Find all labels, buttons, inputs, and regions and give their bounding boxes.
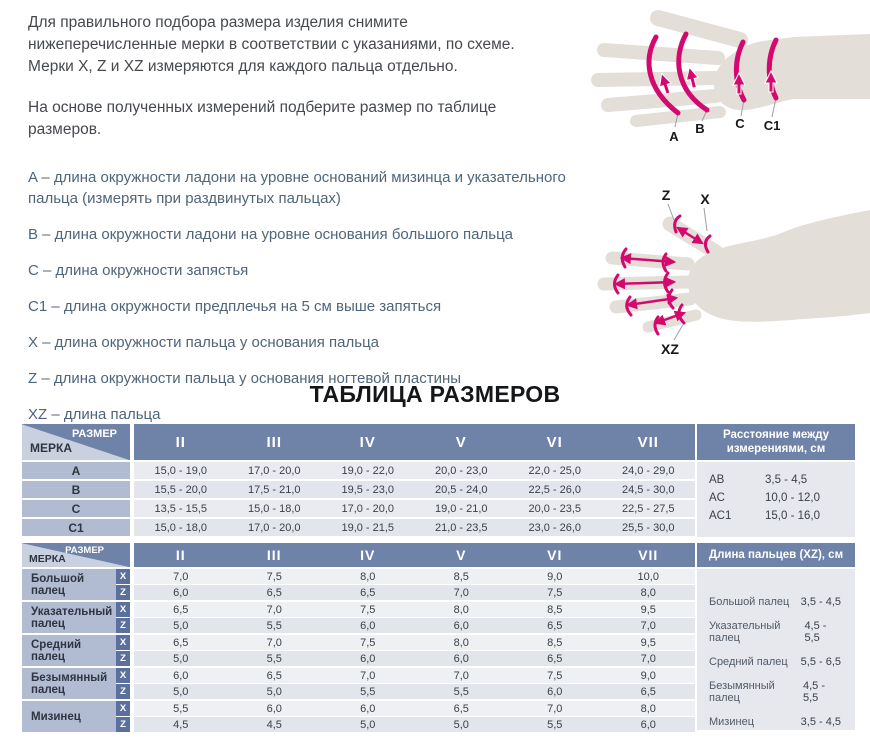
distance-panel — [697, 424, 855, 537]
finger-z-cell: 6,0 — [508, 684, 602, 699]
finger-z-cell: 7,5 — [508, 585, 602, 600]
finger-z-cell: 7,0 — [415, 585, 509, 600]
finger-z-cell: 6,5 — [508, 651, 602, 666]
size-range-cell: 20,5 - 24,0 — [415, 481, 509, 498]
finger-length-row — [709, 596, 841, 608]
finger-z-cell: 4,5 — [228, 717, 322, 732]
size-range-cell: 15,0 - 18,0 — [228, 500, 322, 517]
size-range-cell: 15,0 - 18,0 — [134, 519, 228, 536]
finger-x-cell: 9,0 — [602, 668, 696, 683]
diagram-label-z: Z — [661, 187, 671, 203]
distance-key: AC1 — [709, 510, 732, 522]
finger-length-value: 4,5 - 5,5 — [804, 620, 827, 644]
hand-side-view-illustration — [588, 0, 870, 152]
size-column-header: VII — [602, 543, 696, 567]
finger-x-cell: 8,0 — [415, 635, 509, 650]
finger-z-cell: 6,5 — [228, 585, 322, 600]
finger-x-cell: 9,5 — [602, 635, 696, 650]
hand-diagram-circumference — [588, 0, 870, 152]
corner-size-label: РАЗМЕР — [65, 545, 104, 556]
finger-length-row — [709, 620, 841, 644]
size-column-header: IV — [321, 543, 415, 567]
finger-x-cell: 6,5 — [415, 701, 509, 716]
corner-size-label: РАЗМЕР — [71, 428, 117, 440]
size-range-cell: 25,5 - 30,0 — [602, 519, 696, 536]
finger-x-cell: 6,0 — [321, 701, 415, 716]
size-column-header: III — [228, 424, 322, 460]
finger-x-cell: 9,5 — [602, 602, 696, 617]
finger-x-cell: 7,0 — [415, 668, 509, 683]
distance-row — [709, 507, 843, 525]
size-column-header: III — [228, 543, 322, 567]
size-range-cell: 24,5 - 30,0 — [602, 481, 696, 498]
finger-name-label: Мизинец — [22, 701, 116, 732]
size-range-cell: 19,0 - 22,0 — [321, 462, 415, 479]
size-column-header: IV — [321, 424, 415, 460]
distance-value: 10,0 - 12,0 — [765, 492, 820, 504]
distance-panel-title: Расстояние между измерениями, см — [697, 424, 855, 460]
finger-z-cell: 6,0 — [602, 717, 696, 732]
finger-length-row — [709, 680, 841, 704]
hand-palm-view-illustration — [588, 178, 870, 370]
distance-row — [709, 471, 843, 489]
finger-length-value: 4,5 - 5,5 — [802, 680, 825, 704]
finger-z-cell: 6,0 — [321, 651, 415, 666]
measure-row-label: C1 — [22, 519, 134, 536]
finger-z-cell: 6,5 — [602, 684, 696, 699]
size-range-cell: 20,0 - 23,5 — [508, 500, 602, 517]
finger-x-cell: 8,0 — [602, 701, 696, 716]
finger-z-cell: 4,5 — [134, 717, 228, 732]
size-range-cell: 23,0 - 26,0 — [508, 519, 602, 536]
finger-x-cell: 7,5 — [321, 602, 415, 617]
diagram-label-x: X — [700, 191, 710, 207]
corner-merka-label: МЕРКА — [29, 553, 66, 565]
size-range-cell: 17,0 - 20,0 — [228, 462, 322, 479]
finger-name-label: Большой палец — [22, 569, 116, 600]
finger-z-cell: 6,0 — [134, 585, 228, 600]
finger-x-cell: 8,5 — [508, 602, 602, 617]
corner-merka-label: МЕРКА — [30, 441, 72, 455]
size-range-cell: 17,5 - 21,0 — [228, 481, 322, 498]
finger-length-key: Средний палец — [709, 656, 788, 668]
finger-z-cell: 5,5 — [228, 618, 322, 633]
finger-name-label: Указательный палец — [22, 602, 116, 633]
finger-x-cell: 7,0 — [134, 569, 228, 584]
finger-x-cell: 9,0 — [508, 569, 602, 584]
finger-x-cell: 7,0 — [228, 635, 322, 650]
z-measure-badge: Z — [116, 585, 134, 600]
finger-section — [22, 543, 855, 730]
size-range-cell: 24,0 - 29,0 — [602, 462, 696, 479]
measurement-definition-z: Z – длина окружности пальца у основания ногтевой пластины — [28, 370, 462, 387]
diagram-label-c: C — [735, 116, 745, 131]
finger-x-cell: 7,0 — [228, 602, 322, 617]
z-measure-badge: Z — [116, 684, 134, 699]
size-range-cell: 15,5 - 20,0 — [134, 481, 228, 498]
finger-x-cell: 7,0 — [321, 668, 415, 683]
x-measure-badge: X — [116, 602, 134, 617]
finger-length-value: 5,5 - 6,5 — [800, 656, 841, 668]
size-range-cell: 15,0 - 19,0 — [134, 462, 228, 479]
x-measure-badge: X — [116, 668, 134, 683]
size-range-cell: 22,0 - 25,0 — [508, 462, 602, 479]
finger-z-cell: 7,0 — [602, 618, 696, 633]
diagram-label-a: A — [669, 129, 679, 144]
finger-x-cell: 6,5 — [134, 602, 228, 617]
finger-x-cell: 6,0 — [228, 701, 322, 716]
finger-x-cell: 6,5 — [228, 668, 322, 683]
finger-z-cell: 6,5 — [321, 585, 415, 600]
finger-length-value: 3,5 - 4,5 — [800, 716, 841, 728]
size-column-header: VII — [602, 424, 696, 460]
finger-z-cell: 6,0 — [415, 651, 509, 666]
finger-z-cell: 6,0 — [415, 618, 509, 633]
finger-x-cell: 10,0 — [602, 569, 696, 584]
size-column-header: V — [415, 424, 509, 460]
distance-value: 3,5 - 4,5 — [765, 474, 808, 486]
size-range-cell: 20,0 - 23,0 — [415, 462, 509, 479]
finger-z-cell: 5,0 — [134, 618, 228, 633]
finger-z-cell: 6,5 — [508, 618, 602, 633]
size-column-header: II — [134, 543, 228, 567]
size-range-cell: 17,0 - 20,0 — [321, 500, 415, 517]
z-measure-badge: Z — [116, 618, 134, 633]
measurement-definition-c: C – длина окружности запястья — [28, 262, 249, 279]
size-range-cell: 19,0 - 21,5 — [321, 519, 415, 536]
finger-x-cell: 8,5 — [508, 635, 602, 650]
measure-row-label: A — [22, 462, 134, 479]
finger-length-key: Мизинец — [709, 716, 754, 728]
measurement-definition-x: X – длина окружности пальца у основания пальца — [28, 334, 380, 351]
finger-x-cell: 7,5 — [321, 635, 415, 650]
size-column-header: II — [134, 424, 228, 460]
measurement-definition-xz: XZ – длина пальца — [28, 406, 161, 423]
measurement-definition-a: A – длина окружности ладони на уровне оснований мизинца и указательного пальца (измерять при раздвинутых пальцах) — [28, 169, 566, 207]
finger-length-row — [709, 656, 841, 668]
finger-x-cell: 7,0 — [508, 701, 602, 716]
distance-key: AC — [709, 492, 725, 504]
finger-z-cell: 8,0 — [602, 585, 696, 600]
finger-length-panel-body — [697, 569, 855, 730]
finger-z-cell: 5,5 — [415, 684, 509, 699]
finger-x-cell: 5,5 — [134, 701, 228, 716]
diagram-label-c1: C1 — [763, 118, 781, 133]
finger-length-key: Безымянный палец — [709, 680, 775, 704]
finger-length-panel — [697, 543, 855, 730]
x-measure-badge: X — [116, 569, 134, 584]
measurement-definition-b: B – длина окружности ладони на уровне основания большого пальца — [28, 226, 514, 243]
table-corner-cell — [22, 543, 134, 567]
size-column-header: VI — [508, 543, 602, 567]
finger-z-cell: 5,0 — [415, 717, 509, 732]
finger-z-cell: 5,0 — [321, 717, 415, 732]
x-measure-badge: X — [116, 635, 134, 650]
measurement-definition-c1: C1 – длина окружности предплечья на 5 см выше запяться — [28, 298, 442, 315]
x-measure-badge: X — [116, 701, 134, 716]
finger-length-key: Большой палец — [709, 596, 790, 608]
finger-x-cell: 8,0 — [415, 602, 509, 617]
intro-section — [28, 12, 593, 440]
distance-panel-body — [697, 462, 855, 537]
measure-row-label: B — [22, 481, 134, 498]
diagram-label-b: B — [695, 121, 705, 136]
size-table-title: ТАБЛИЦА РАЗМЕРОВ — [309, 381, 561, 407]
circumference-section — [22, 424, 855, 537]
finger-name-label: Средний палец — [22, 635, 116, 666]
size-range-cell: 22,5 - 27,5 — [602, 500, 696, 517]
finger-x-cell: 7,5 — [508, 668, 602, 683]
finger-z-cell: 5,5 — [228, 651, 322, 666]
finger-name-label: Безымянный палец — [22, 668, 116, 699]
finger-length-value: 3,5 - 4,5 — [800, 596, 841, 608]
size-range-cell: 19,5 - 23,0 — [321, 481, 415, 498]
finger-length-row — [709, 716, 841, 728]
distance-value: 15,0 - 16,0 — [765, 510, 820, 522]
intro-paragraph-1: Для правильного подбора размера изделия снимите нижеперечисленные мерки в соответствии с указаниями, по схеме. Мерки X, Z и XZ измеряются для каждого пальца отдельно. — [28, 14, 515, 75]
size-range-cell: 22,5 - 26,0 — [508, 481, 602, 498]
finger-z-cell: 5,0 — [228, 684, 322, 699]
size-range-cell: 19,0 - 21,0 — [415, 500, 509, 517]
size-column-header: V — [415, 543, 509, 567]
diagram-label-xz: XZ — [661, 341, 679, 357]
z-measure-badge: Z — [116, 717, 134, 732]
finger-length-key: Указательный палец — [709, 620, 781, 644]
finger-z-cell: 6,0 — [321, 618, 415, 633]
finger-x-cell: 8,5 — [415, 569, 509, 584]
distance-key: AB — [709, 474, 725, 486]
hand-diagram-fingers — [588, 178, 870, 370]
measure-row-label: C — [22, 500, 134, 517]
size-range-cell: 21,0 - 23,5 — [415, 519, 509, 536]
finger-x-cell: 7,5 — [228, 569, 322, 584]
size-range-cell: 13,5 - 15,5 — [134, 500, 228, 517]
finger-length-panel-title: Длина пальцев (XZ), см — [697, 543, 855, 567]
finger-x-cell: 6,0 — [134, 668, 228, 683]
finger-x-cell: 6,5 — [134, 635, 228, 650]
size-range-cell: 17,0 - 20,0 — [228, 519, 322, 536]
z-measure-badge: Z — [116, 651, 134, 666]
size-column-header: VI — [508, 424, 602, 460]
finger-z-cell: 5,5 — [508, 717, 602, 732]
finger-z-cell: 5,0 — [134, 651, 228, 666]
finger-z-cell: 5,5 — [321, 684, 415, 699]
finger-z-cell: 5,0 — [134, 684, 228, 699]
finger-z-cell: 7,0 — [602, 651, 696, 666]
distance-row — [709, 489, 843, 507]
intro-paragraph-2: На основе полученных измерений подберите размер по таблице размеров. — [28, 99, 497, 138]
table-corner-cell — [22, 424, 134, 460]
finger-x-cell: 8,0 — [321, 569, 415, 584]
